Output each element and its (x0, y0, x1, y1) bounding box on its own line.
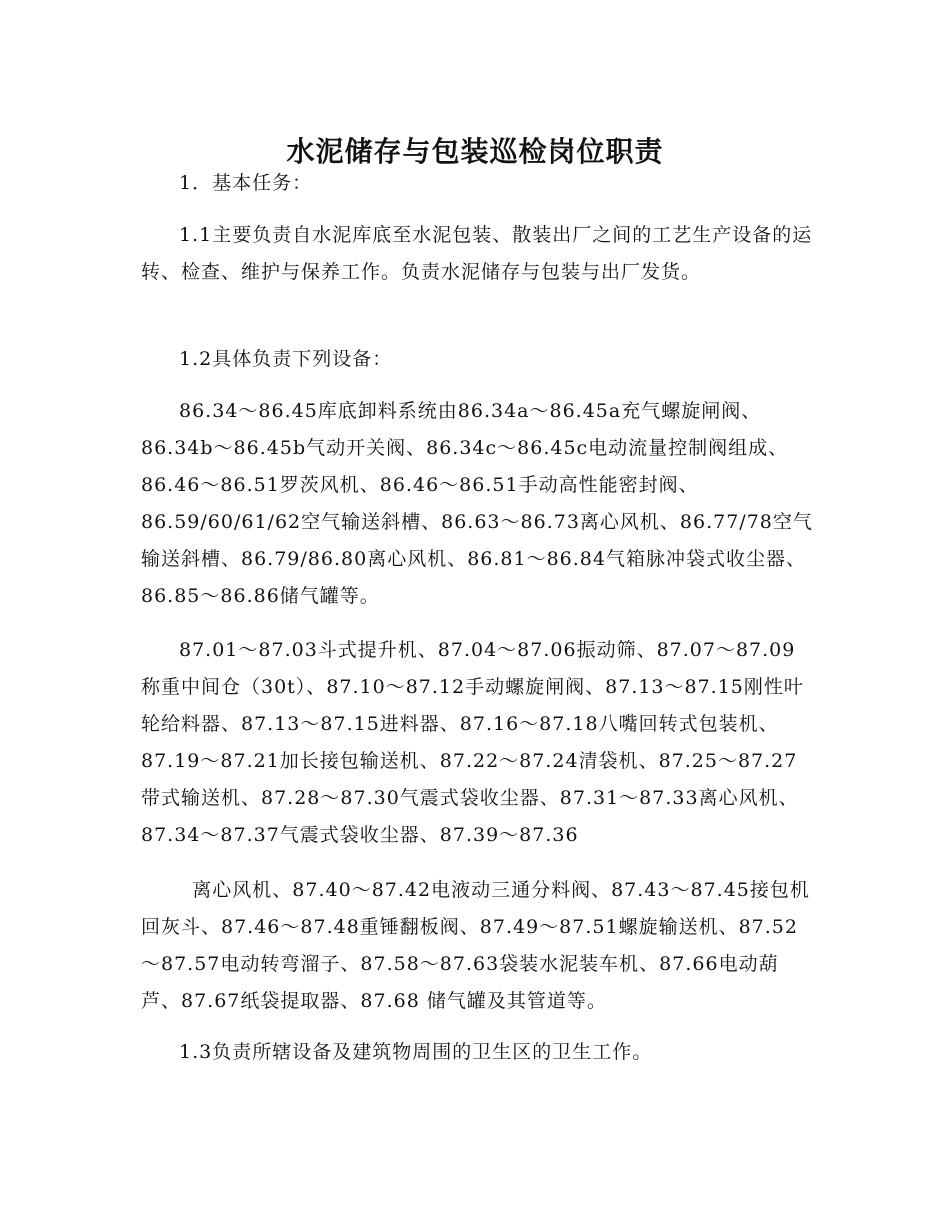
paragraph-1-3: 1.3负责所辖设备及建筑物周围的卫生区的卫生工作。 (179, 1041, 653, 1063)
document-title: 水泥储存与包装巡检岗位职责 (286, 134, 664, 168)
paragraph-equipment-86: 86.34～86.45库底卸料系统由86.34a～86.45a充气螺旋闸阀、86.34b～86.45b气动开关阀、86.34c～86.45c电动流量控制阀组成、86.46～86.51罗茨风机、86.46～86.51手动高性能密封阀、86.59/60/61/62空气输送斜槽、86.63～86.73离心风机、86.77/78空气输送斜槽、86.79/86.80离心风机、86.81～86.84气箱脉冲袋式收尘器、86.85～86.86储气罐等。 (141, 400, 813, 607)
paragraph-basic-tasks: 1．基本任务： (179, 172, 313, 194)
paragraph-1-1: 1.1主要负责自水泥库底至水泥包装、散装出厂之间的工艺生产设备的运转、检查、维护与保养工作。负责水泥储存与包装与出厂发货。 (141, 224, 813, 283)
paragraph-equipment-87b: 离心风机、87.40～87.42电液动三通分料阀、87.43～87.45接包机回灰斗、87.46～87.48重锤翻板阀、87.49～87.51螺旋输送机、87.52～87.57电动转弯溜子、87.58～87.63袋装水泥装车机、87.66电动葫芦、87.67纸袋提取器、87.68 储气罐及其管道等。 (141, 879, 810, 1012)
paragraph-1-2: 1.2具体负责下列设备： (179, 348, 393, 370)
paragraph-equipment-87a: 87.01～87.03斗式提升机、87.04～87.06振动筛、87.07～87.09称重中间仓（30t）、87.10～87.12手动螺旋闸阀、87.13～87.15刚性叶轮给料器、87.13～87.15进料器、87.16～87.18八嘴回转式包装机、87.19～87.21加长接包输送机、87.22～87.24清袋机、87.25～87.27带式输送机、87.28～87.30气震式袋收尘器、87.31～87.33离心风机、87.34～87.37气震式袋收尘器、87.39～87.36 (141, 639, 804, 846)
